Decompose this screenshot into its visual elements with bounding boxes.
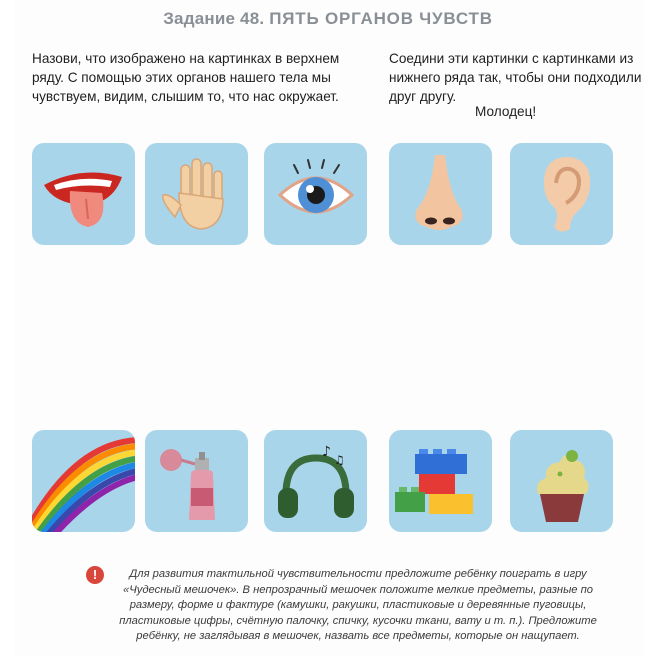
card-rainbow[interactable] (32, 430, 135, 532)
praise-text: Молодец! (475, 104, 537, 119)
card-cupcake[interactable] (510, 430, 613, 532)
task-title: ПЯТЬ ОРГАНОВ ЧУВСТВ (269, 9, 493, 28)
exclamation-icon: ! (86, 566, 104, 584)
card-blocks[interactable] (389, 430, 492, 532)
nose-icon (389, 143, 492, 245)
page-title (0, 9, 656, 29)
card-headphones[interactable] (264, 430, 367, 532)
ear-icon (510, 143, 613, 245)
rainbow-icon (32, 430, 135, 532)
parent-note: Для развития тактильной чувствительности предложите ребёнку поиграть в игру «Чудесный мешочек». В непрозрачный мешочек положите мелкие предметы, разные по размеру, форме и фактуре (камушки, ракушки, пластиковые и деревянные пуговицы, пластиковые цифры, счётную палочку, спичку, кусочки ткани, вату и т. п.). Предложите ребёнку, не заглядывая в мешочек, назвать все предметы, которые он нащупает. (119, 568, 597, 642)
mouth-tongue-icon (32, 143, 135, 245)
cupcake-icon (510, 430, 613, 532)
card-hand[interactable] (145, 143, 248, 245)
instruction-left: Назови, что изображено на картинках в верхнем ряду. С помощью этих органов нашего тела мы чувствуем, видим, слышим то, что нас окружает. (32, 51, 340, 104)
card-nose[interactable] (389, 143, 492, 245)
card-mouth[interactable] (32, 143, 135, 245)
eye-icon (264, 143, 367, 245)
hand-icon (145, 143, 248, 245)
svg-text:♪: ♪ (322, 444, 331, 460)
instruction-right: Соедини эти картинки с картинками из нижнего ряда так, чтобы они подходили друг другу. (389, 51, 642, 104)
card-eye[interactable] (264, 143, 367, 245)
perfume-bottle-icon (145, 430, 248, 532)
card-perfume[interactable] (145, 430, 248, 532)
toy-blocks-icon (389, 430, 492, 532)
task-number: Задание 48. (163, 9, 265, 28)
card-ear[interactable] (510, 143, 613, 245)
headphones-icon (264, 430, 367, 532)
svg-text:♫: ♫ (334, 453, 345, 467)
